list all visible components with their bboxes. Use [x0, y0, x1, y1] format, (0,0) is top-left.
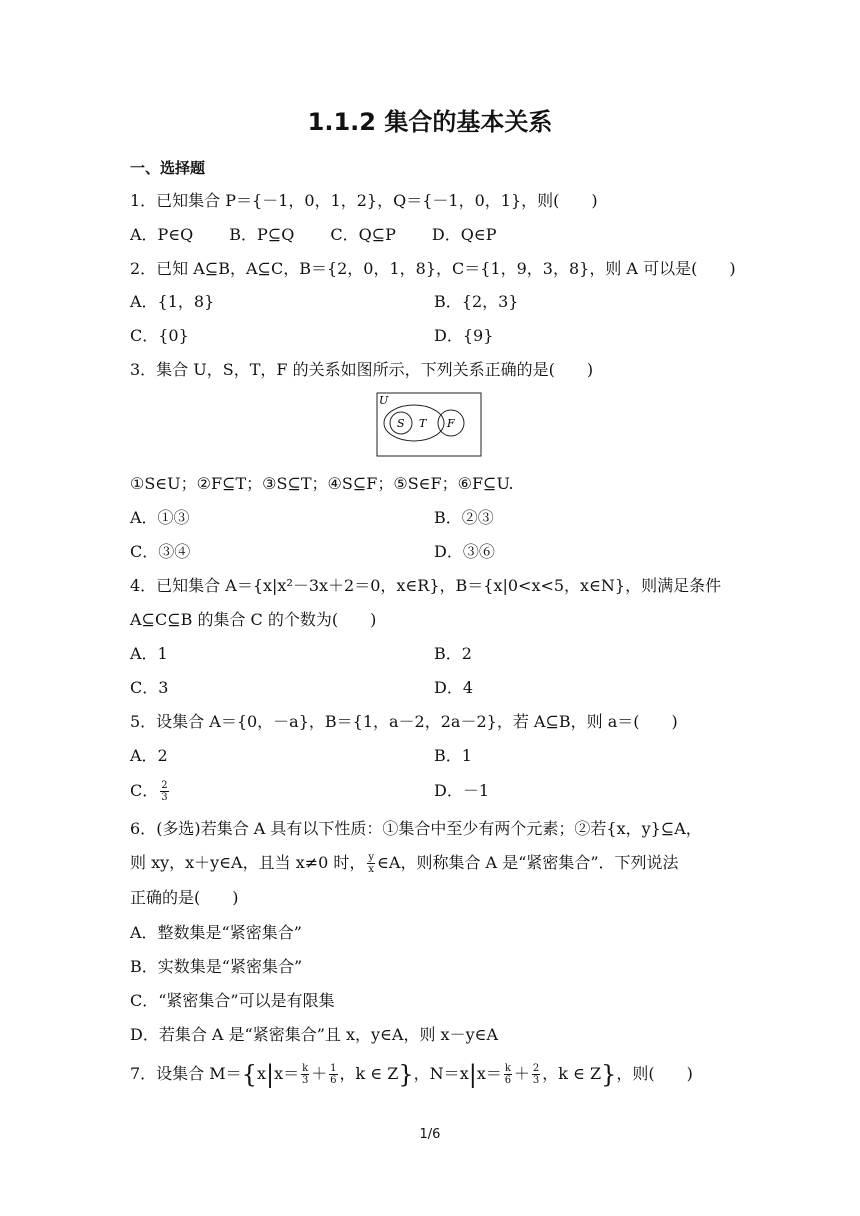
fraction-denominator: 3 [161, 792, 168, 803]
fraction-numerator: 2 [161, 780, 168, 791]
question-text: ∈A，则称集合 A 是“紧密集合”．下列说法 [377, 853, 679, 872]
option-c: C．{0} [130, 326, 189, 345]
fraction-numerator: y [368, 852, 375, 863]
fraction-denominator: 3 [532, 1075, 540, 1086]
option-c-label: C． [130, 781, 159, 800]
option-b: B．②③ [434, 508, 494, 527]
option-c: C．3 [130, 678, 169, 697]
label-u: U [379, 394, 389, 407]
right-brace: } [601, 1060, 617, 1089]
page-title: 1.1.2 集合的基本关系 [307, 108, 553, 136]
option-b: B．P⊆Q [229, 225, 295, 244]
question-6-line2 [130, 852, 679, 875]
question-4-stem-line2: A⊆C⊆B 的集合 C 的个数为( ) [130, 610, 377, 629]
question-text: 7．设集合 M＝ [130, 1064, 242, 1083]
option-c: C．Q⊆P [330, 225, 396, 244]
vertical-bar: | [265, 1060, 275, 1089]
fraction [329, 1063, 337, 1086]
option-d: D．4 [434, 678, 474, 697]
label-t: T [419, 417, 427, 430]
question-3-stem: 3．集合 U，S，T，F 的关系如图所示，下列关系正确的是( ) [130, 360, 594, 379]
fraction-numerator: 1 [330, 1063, 337, 1074]
set-condition: x＝ [274, 1064, 300, 1083]
option-d: D．－1 [434, 781, 490, 800]
fraction [504, 1063, 512, 1086]
fraction [160, 780, 168, 803]
question-7-stem [130, 1060, 693, 1089]
left-brace: { [241, 1060, 257, 1089]
venn-diagram [376, 392, 483, 458]
right-brace: } [398, 1060, 414, 1089]
fraction-numerator: k [302, 1063, 309, 1074]
option-a: A．1 [130, 644, 168, 663]
fraction-numerator: 2 [532, 1063, 540, 1074]
label-f: F [447, 417, 455, 430]
label-s: S [397, 417, 405, 430]
option-d: D．若集合 A 是“紧密集合”且 x，y∈A，则 x－y∈A [130, 1025, 499, 1044]
fraction [532, 1063, 540, 1086]
question-1-options [130, 224, 496, 246]
fraction-denominator: 6 [504, 1075, 512, 1086]
set-condition: x＝ [476, 1064, 502, 1083]
option-c: C．③④ [130, 542, 191, 561]
fraction-denominator: x [368, 864, 375, 875]
set-variable: x [256, 1064, 266, 1083]
multi-select-tag: (多选) [156, 819, 201, 838]
fraction [301, 1063, 309, 1086]
set-condition: ，k ∈ Z [339, 1064, 399, 1083]
set-t-ellipse [384, 405, 444, 441]
option-b: B．{2，3} [434, 292, 519, 311]
question-text: 若集合 A 具有以下性质：①集合中至少有两个元素；②若{x，y}⊆A， [200, 819, 702, 838]
set-u-box [377, 393, 481, 456]
plus-sign: ＋ [311, 1064, 328, 1083]
page-number: 1/6 [419, 1127, 441, 1142]
question-2-stem: 2．已知 A⊆B，A⊆C，B＝{2，0，1，8}，C＝{1，9，3，8}，则 A 可以是( ) [130, 259, 736, 278]
set-variable: x [459, 1064, 469, 1083]
question-text: 则 xy，x＋y∈A，且当 x≠0 时， [130, 853, 366, 872]
section-heading: 一、选择题 [130, 159, 206, 177]
question-1-stem: 1．已知集合 P＝{－1，0，1，2}，Q＝{－1，0，1}，则( ) [130, 191, 598, 210]
fraction [367, 852, 375, 875]
vertical-bar: | [468, 1060, 477, 1089]
question-text: ，则( ) [616, 1064, 693, 1083]
set-condition: ，k ∈ Z [542, 1064, 602, 1083]
option-b: B．1 [434, 746, 472, 765]
option-a: A．整数集是“紧密集合” [130, 923, 302, 942]
question-3-statements: ①S∈U；②F⊆T；③S⊆T；④S⊆F；⑤S∈F；⑥F⊆U. [130, 474, 514, 493]
option-b: B．2 [434, 644, 472, 663]
question-5-stem: 5．设集合 A＝{0，－a}，B＝{1，a－2，2a－2}，若 A⊆B，则 a＝( ) [130, 712, 678, 731]
option-b: B．实数集是“紧密集合” [130, 957, 303, 976]
question-4-stem-line1: 4．已知集合 A＝{x|x²－3x＋2＝0，x∈R}，B＝{x|0<x<5，x∈N}，则满足条件 [130, 576, 722, 595]
option-d: D．{9} [434, 326, 494, 345]
option-d: D．Q∈P [431, 225, 497, 244]
option-a: A．2 [130, 746, 168, 765]
fraction-denominator: 6 [330, 1075, 337, 1086]
question-6-line3: 正确的是( ) [130, 888, 239, 907]
fraction-numerator: k [504, 1063, 511, 1074]
option-a: A．P∈Q [130, 225, 194, 244]
option-a: A．①③ [130, 508, 190, 527]
option-d: D．③⑥ [434, 542, 495, 561]
option-c [130, 780, 171, 803]
plus-sign: ＋ [513, 1064, 530, 1083]
option-a: A．{1，8} [130, 292, 215, 311]
question-number: 6． [130, 819, 157, 838]
option-c: C．“紧密集合”可以是有限集 [130, 991, 335, 1010]
question-text: ，N＝ [413, 1064, 460, 1083]
question-6-line1 [130, 818, 702, 840]
fraction-denominator: 3 [301, 1075, 309, 1086]
